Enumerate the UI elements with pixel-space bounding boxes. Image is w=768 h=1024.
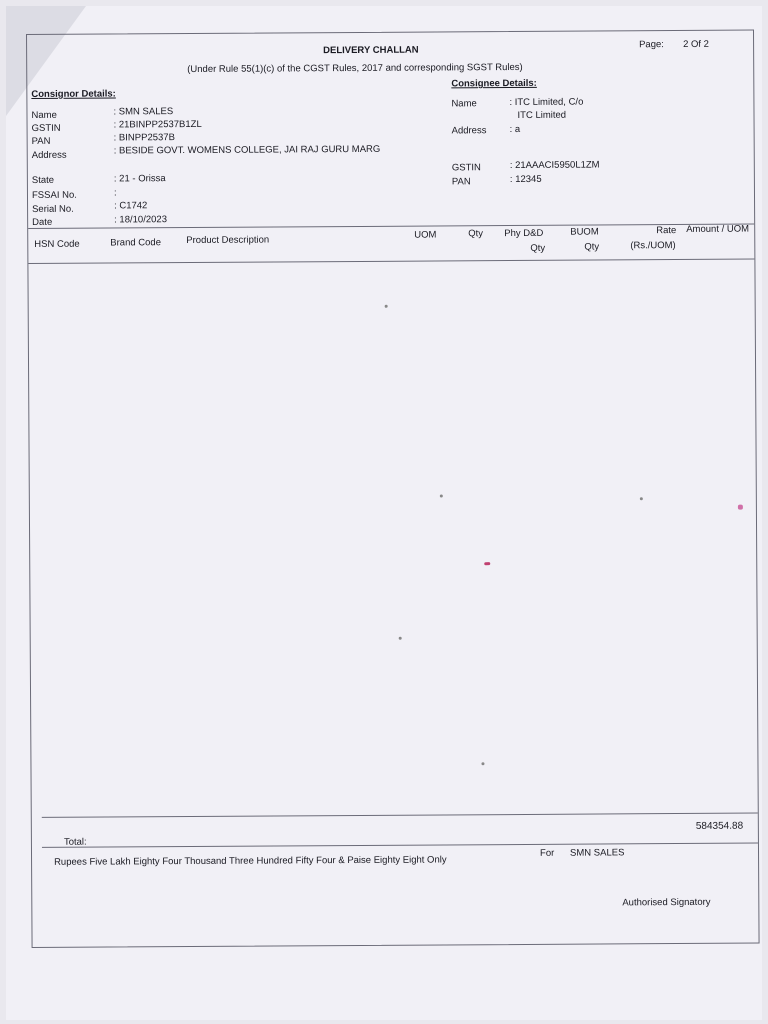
consignor-state-value: : 21 - Orissa	[113, 173, 166, 185]
consignor-pan-value: : BINPP2537B	[113, 132, 175, 144]
consignor-gstin-label: GSTIN	[31, 122, 61, 134]
document-sheet	[6, 6, 762, 1020]
consignor-date-value: : 18/10/2023	[114, 214, 167, 226]
col-amount-uom: Amount / UOM	[686, 223, 750, 235]
speck	[640, 497, 643, 500]
consignor-state-label: State	[31, 174, 55, 186]
consignor-address-label: Address	[31, 149, 67, 161]
consignee-pan-value: : 12345	[509, 173, 542, 186]
table-header-rule	[28, 259, 754, 264]
speck	[484, 562, 490, 565]
for-label: For	[539, 847, 555, 859]
total-bottom-rule	[42, 843, 758, 848]
speck	[738, 505, 743, 510]
speck	[385, 305, 388, 308]
consignee-pan-label: PAN	[451, 176, 471, 188]
col-uom: UOM	[414, 229, 437, 241]
col-phy-dd-qty: Qty	[530, 242, 546, 254]
authorised-signatory: Authorised Signatory	[622, 896, 711, 909]
consignee-gstin-label: GSTIN	[451, 162, 481, 174]
consignee-address-label: Address	[451, 125, 487, 137]
consignor-gstin-value: : 21BINPP2537B1ZL	[113, 118, 202, 131]
consignee-name-label: Name	[451, 98, 477, 110]
col-rate: Rate	[656, 225, 677, 237]
consignor-heading: Consignor Details:	[31, 88, 116, 100]
col-qty: Qty	[468, 228, 484, 240]
col-product-description: Product Description	[186, 234, 270, 247]
page-label: Page:	[639, 39, 664, 51]
consignee-name-value: : ITC Limited, C/o	[509, 96, 584, 109]
document-title: DELIVERY CHALLAN	[323, 44, 419, 57]
consignor-name-label: Name	[31, 109, 57, 121]
total-top-rule	[42, 813, 758, 818]
col-rate-unit: (Rs./UOM)	[630, 240, 676, 252]
consignee-address-value: : a	[509, 123, 521, 136]
total-label: Total:	[63, 836, 87, 848]
consignor-name-value: : SMN SALES	[113, 106, 174, 118]
page-number: 2 Of 2	[683, 38, 709, 50]
challan-frame	[26, 30, 760, 948]
document-subtitle: (Under Rule 55(1)(c) of the CGST Rules, 2017 and corresponding SGST Rules)	[187, 61, 523, 76]
speck	[440, 494, 443, 497]
consignor-pan-label: PAN	[31, 135, 51, 147]
col-hsn-code: HSN Code	[34, 238, 80, 250]
speck	[481, 762, 484, 765]
consignor-fssai-label: FSSAI No.	[31, 189, 77, 201]
for-company: SMN SALES	[569, 847, 625, 859]
consignor-fssai-value: :	[113, 187, 117, 199]
col-brand-code: Brand Code	[110, 237, 162, 249]
col-phy-dd: Phy D&D	[504, 227, 544, 240]
col-buom-qty: Qty	[584, 241, 600, 253]
consignor-address-value: : BESIDE GOVT. WOMENS COLLEGE, JAI RAJ GURU MARG	[113, 143, 381, 157]
consignor-date-label: Date	[32, 216, 53, 228]
consignor-serial-value: : C1742	[114, 200, 148, 212]
consignee-name-value-cont: ITC Limited	[517, 109, 567, 121]
consignee-heading: Consignee Details:	[451, 77, 537, 90]
consignee-gstin-value: : 21AAACI5950L1ZM	[509, 159, 600, 172]
amount-in-words: Rupees Five Lakh Eighty Four Thousand Three Hundred Fifty Four & Paise Eighty Eight Only	[54, 854, 447, 868]
total-amount: 584354.88	[695, 820, 744, 832]
col-buom: BUOM	[570, 226, 599, 238]
consignor-serial-label: Serial No.	[32, 203, 74, 215]
speck	[399, 637, 402, 640]
